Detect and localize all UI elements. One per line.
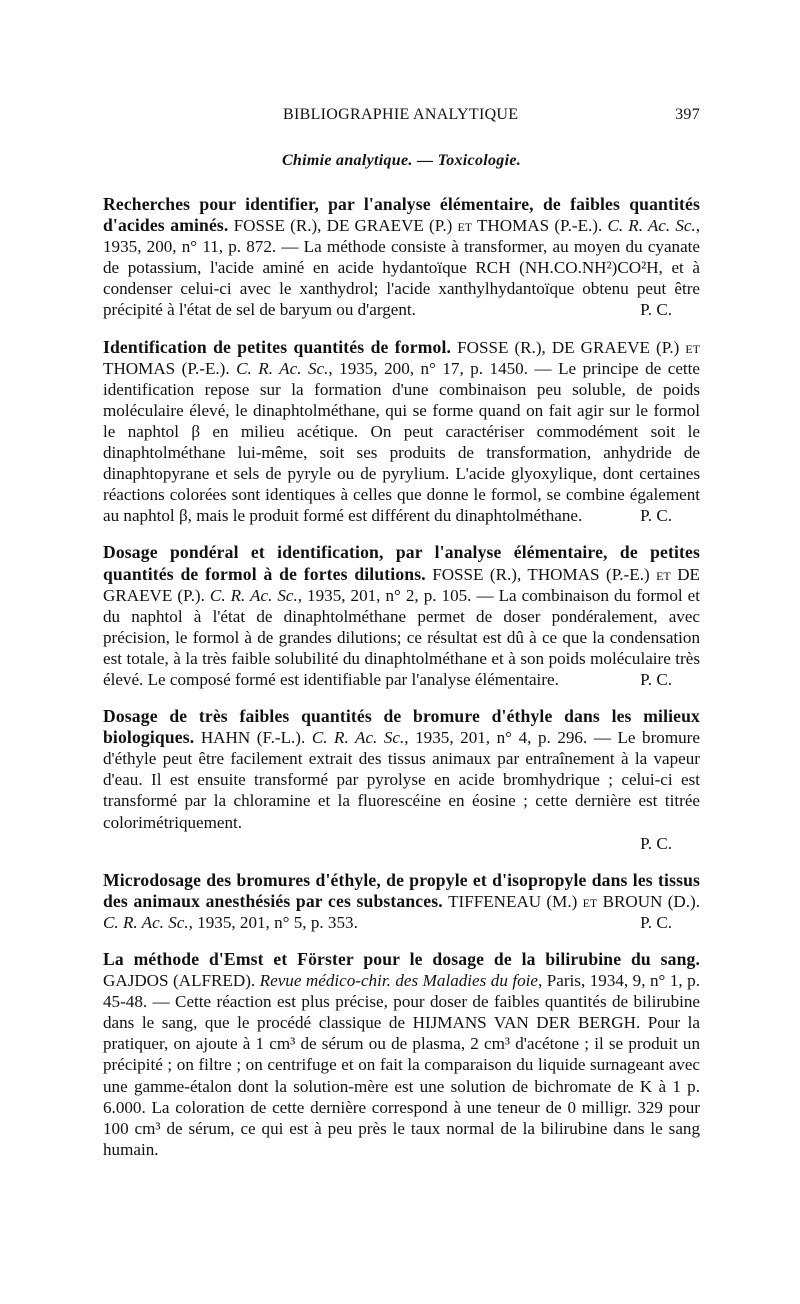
entry-authors: FOSSE (R.), THOMAS (P.-E.) et DE GRAEVE (P.). <box>103 564 700 605</box>
entry-authors: TIFFENEAU (M.) et BROUN (D.). <box>448 891 700 911</box>
bibliography-entry <box>103 542 700 690</box>
entry-journal: Revue médico-chir. des Maladies du foie <box>259 971 538 991</box>
entry-title: Identification de petites quantités de formol. <box>103 336 452 357</box>
entry-initials: P. C. <box>640 300 672 320</box>
bibliography-entry <box>103 337 700 527</box>
bibliography-entry <box>103 949 700 1160</box>
entry-title: Dosage de très faibles quantités de bromure d'éthyle dans les milieux biologiques. <box>103 706 700 748</box>
entry-title: Recherches pour identifier, par l'analyse élémentaire, de faibles quantités d'acides aminés. <box>103 194 700 236</box>
entry-journal: C. R. Ac. Sc. <box>209 585 298 605</box>
entry-reference: , 1935, 200, n° 17, p. 1450. <box>328 358 529 378</box>
entry-initials: P. C. <box>640 912 672 932</box>
section-heading: Chimie analytique. — Toxicologie. <box>281 152 522 169</box>
bibliography-entry <box>103 194 700 321</box>
bibliography-entry <box>103 706 700 854</box>
running-header <box>103 102 700 132</box>
entry-authors: FOSSE (R.), DE GRAEVE (P.) et THOMAS (P.-E.). <box>233 216 603 236</box>
entry-initials: P. C. <box>640 833 672 853</box>
entry-authors: GAJDOS (ALFRED). <box>103 971 256 991</box>
page-number: 397 <box>675 106 700 123</box>
entry-journal: C. R. Ac. Sc. <box>236 358 329 378</box>
entry-authors: FOSSE (R.), DE GRAEVE (P.) et THOMAS (P.-E.). <box>103 337 700 378</box>
document-page <box>103 102 700 1176</box>
entry-journal: C. R. Ac. Sc. <box>103 912 189 932</box>
entry-reference: , 1935, 200, n° 11, p. 872. <box>103 216 701 257</box>
entry-journal: C. R. Ac. Sc. <box>311 728 405 748</box>
entry-authors: HAHN (F.-L.). <box>200 728 306 748</box>
entry-body: — Le principe de cette identification repose sur la formation d'une combinaison peu soluble, de poids moléculaire élevé, le dinaphtolméthane, qui se forme quand on fait agir sur le formol le naphtol β en milieu acétique. On peut caractériser commodément soit le dinaphtolméthane lui-même, soit ses produits de transformation, anhydride de dinaphtopyrane et sels de pyryle ou de pyrylium. L'acide glyoxylique, dont certaines réactions colorées sont identiques à celles que donne le formol, se combine également au naphtol β, mais le produit formé est différent du dinaphtolméthane. <box>103 358 700 526</box>
entry-body: — La combinaison du formol et du naphtol à l'état de dinaphtolméthane permet de doser pondéralement, avec précision, le formol à de grandes dilutions; ce résultat est dû à ce que la condensation est totale, à la très faible solubilité du dinaphtolméthane et à son poids moléculaire très élevé. Le composé formé est identifiable par l'analyse élémentaire. <box>103 585 700 689</box>
entry-initials: P. C. <box>640 506 672 526</box>
entry-reference: , Paris, 1934, 9, n° 1, p. 45-48. <box>103 971 700 1012</box>
entry-title: Microdosage des bromures d'éthyle, de propyle et d'isopropyle dans les tissus des animaux anesthésiés par ces substances. <box>103 869 700 911</box>
entry-title: La méthode d'Emst et Förster pour le dosage de la bilirubine du sang. <box>103 949 700 969</box>
bibliography-entry <box>103 870 700 933</box>
entry-journal: C. R. Ac. Sc. <box>607 216 696 236</box>
entry-reference: , 1935, 201, n° 4, p. 296. <box>404 728 588 748</box>
entry-reference: , 1935, 201, n° 5, p. 353. <box>188 912 358 932</box>
entry-initials: P. C. <box>640 669 672 689</box>
header-title: BIBLIOGRAPHIE ANALYTIQUE <box>283 106 519 123</box>
entry-title: Dosage pondéral et identification, par l'analyse élémentaire, de petites quantités de formol à de fortes dilutions. <box>103 542 700 584</box>
entry-reference: , 1935, 201, n° 2, p. 105. <box>297 585 472 605</box>
entry-body: — La méthode consiste à transformer, au moyen du cyanate de potassium, l'acide aminé en acide hydantoïque RCH (NH.CO.NH²)CO²H, et à condenser celui-ci avec le xanthydrol; l'acide xanthylhydantoïque obtenu peut être précipité à l'état de sel de baryum ou d'argent. <box>103 237 701 320</box>
entry-body: — Cette réaction est plus précise, pour doser de faibles quantités de bilirubine dans le sang, que le procédé classique de HIJMANS VAN DER BERGH. Pour la pratiquer, on ajoute à 1 cm³ de sérum ou de plasma, 2 cm³ d'acétone ; il se produit un précipité ; on filtre ; on centrifuge et on fait la comparaison du liquide surnageant avec une gamme-étalon dont la solution-mère est une solution de bichromate de K à 1 p. 6.000. La coloration de cette dernière correspond à une teneur de 0 milligr. 329 pour 100 cm³ de sérum, ce qui est à peu près le taux normal de la bilirubine dans le sang humain. <box>103 992 700 1159</box>
entry-body: — Le bromure d'éthyle peut être facilement extrait des tissus animaux par entraînement à la vapeur d'eau. Il est ensuite transformé par pyrolyse en acide bromhydrique ; celui-ci est transformé par la chloramine et la fluorescéine en éosine ; cette dernière est titrée colorimétriquement. <box>103 728 700 832</box>
